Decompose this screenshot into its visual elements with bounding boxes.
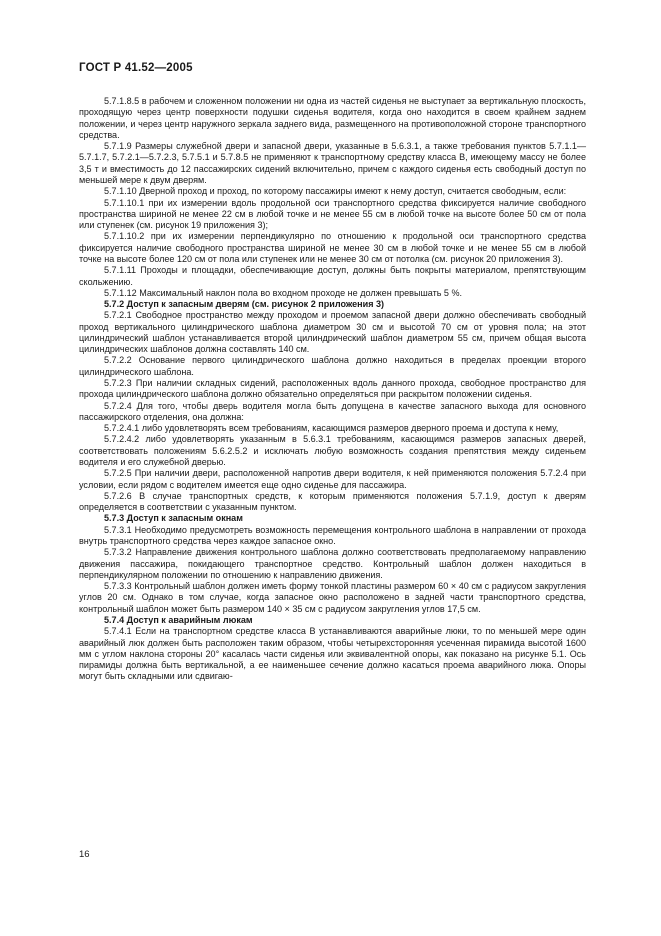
paragraph: 5.7.1.10.1 при их измерении вдоль продольной оси транспортного средства фиксируется наличие свободного пространства шириной не менее 22 см в любой точке и не менее 55 см в любой точке на высоте более 50 см от пола или ступенек (см. рисунок 19 приложения 3);	[79, 197, 586, 231]
paragraph: 5.7.1.8.5 в рабочем и сложенном положении ни одна из частей сиденья не выступает за вертикальную плоскость, проходящую через центр поверхности подушки сиденья водителя, когда оно находится в своем крайнем заднем положении, и через центр наружного зеркала заднего вида, размещенного на противоположной стороне транспортного средства.	[79, 96, 586, 140]
paragraph: 5.7.2.2 Основание первого цилиндрического шаблона должно находиться в пределах проекции второго цилиндрического шаблона.	[79, 355, 586, 377]
document-header: ГОСТ Р 41.52—2005	[79, 62, 193, 74]
paragraph: 5.7.2.4 Для того, чтобы дверь водителя могла быть допущена в качестве запасного выхода для основного пассажирского отделения, она должна:	[79, 400, 586, 422]
section-heading: 5.7.2 Доступ к запасным дверям (см. рисунок 2 приложения 3)	[104, 299, 385, 310]
paragraph: 5.7.2.4.1 либо удовлетворять всем требованиям, касающимся размеров дверного проема и доступа к нему,	[104, 423, 559, 434]
paragraph: 5.7.3.1 Необходимо предусмотреть возможность перемещения контрольного шаблона в направлении от прохода внутрь транспортного средства через каждое запасное окно.	[79, 524, 586, 546]
paragraph: 5.7.2.4.2 либо удовлетворять указанным в 5.6.3.1 требованиям, касающимся размеров запасных дверей, соответствовать положениям 5.6.2.5.2 и исключать любую возможность создания препятствия между сиденьем водителя и его служебной дверью.	[79, 434, 586, 467]
paragraph: 5.7.1.10 Дверной проход и проход, по которому пассажиры имеют к нему доступ, считается свободным, если:	[104, 186, 567, 197]
section-heading: 5.7.4 Доступ к аварийным люкам	[104, 614, 253, 625]
document-body	[79, 96, 586, 683]
paragraph: 5.7.1.11 Проходы и площадки, обеспечивающие доступ, должны быть покрыты материалом, препятствующим скольжению.	[79, 265, 586, 287]
paragraph: 5.7.2.6 В случае транспортных средств, к которым применяются положения 5.7.1.9, доступ к дверям определяется в соответствии с указанным пунктом.	[79, 490, 586, 513]
paragraph: 5.7.3.3 Контрольный шаблон должен иметь форму тонкой пластины размером 60 × 40 см с радиусом закругления углов 20 см. Однако в том случае, когда запасное окно расположено в задней части транспортного средства, контрольный шаблон может быть размером 140 × 35 см с радиусом закругления углов 17,5 см.	[79, 581, 586, 614]
paragraph: 5.7.2.3 При наличии складных сидений, расположенных вдоль данного прохода, свободное пространство для прохода цилиндрического шаблона должно обязательно определяться при раскрытом положении сиденья.	[79, 378, 586, 400]
section-heading: 5.7.3 Доступ к запасным окнам	[104, 513, 243, 524]
paragraph: 5.7.1.9 Размеры служебной двери и запасной двери, указанные в 5.6.3.1, а также требования пунктов 5.7.1.1—5.7.1.7, 5.7.2.1—5.7.2.3, 5.7.5.1 и 5.7.8.5 не применяют к транспортному средству класса В, имеющему массу не более 3,5 т и вместимость до 12 пассажирских сидений включительно, причем с каждого сиденья есть свободный доступ по меньшей мере к двум дверям.	[79, 141, 586, 185]
page-number: 16	[79, 849, 90, 860]
paragraph: 5.7.2.5 При наличии двери, расположенной напротив двери водителя, к ней применяются положения 5.7.2.4 при условии, если рядом с водителем имеется еще одно сиденье для пассажира.	[79, 468, 586, 490]
paragraph: 5.7.3.2 Направление движения контрольного шаблона должно соответствовать предполагаемому направлению движения пассажира, покидающего транспортное средство. Контрольный шаблон должен находиться в перпендикулярном положении по отношению к направлению движения.	[79, 547, 586, 580]
paragraph: 5.7.2.1 Свободное пространство между проходом и проемом запасной двери должно обеспечивать свободный проход вертикального цилиндрического шаблона диаметром 30 см и высотой 70 см от уровня пола; на этот цилиндрический шаблон устанавливается второй цилиндрический шаблон диаметром 55 см, причем общая высота цилиндрических шаблонов должна составлять 140 см.	[79, 310, 586, 355]
paragraph: 5.7.1.12 Максимальный наклон пола во входном проходе не должен превышать 5 %.	[104, 287, 463, 298]
paragraph: 5.7.1.10.2 при их измерении перпендикулярно по отношению к продольной оси транспортного средства фиксируется наличие свободного пространства шириной не менее 30 см в любой точке и не менее 55 см в любой точке на высоте более 120 см от пола или ступенек или не менее 30 см от потолка (см. рисунок 20 приложения 3).	[79, 231, 586, 264]
paragraph: 5.7.4.1 Если на транспортном средстве класса В устанавливаются аварийные люки, то по меньшей мере один аварийный люк должен быть расположен таким образом, чтобы четырехсторонняя усеченная пирамида высотой 1600 мм с углом наклона стороны 20° касалась части сиденья или эквивалентной опоры, как показано на рисунке 5.1. Ось пирамиды должна быть вертикальной, а ее наименьшее сечение должно касаться проема аварийного люка. Опоры могут быть складными или сдвигаю-	[79, 626, 586, 682]
